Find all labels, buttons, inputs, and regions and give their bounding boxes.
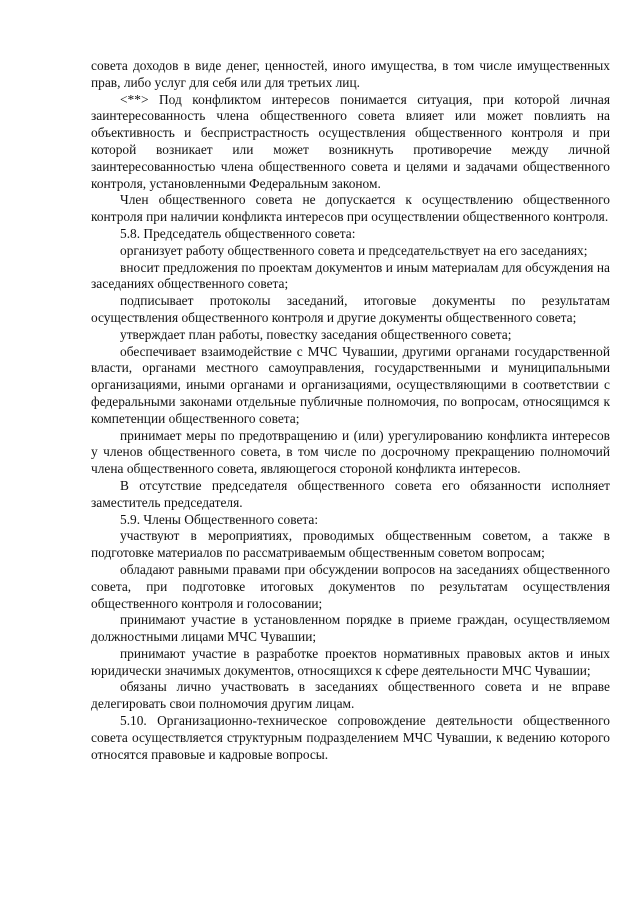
member-duty-item: принимают участие в установленном порядке в приеме граждан, осуществляемом должностными лицами МЧС Чувашии; — [91, 612, 610, 645]
paragraph-deputy-chairman: В отсутствие председателя общественного совета его обязанности исполняет заместитель председателя. — [91, 477, 610, 510]
chairman-duty-item: принимает меры по предотвращению и (или) урегулированию конфликта интересов у членов общественного совета, в том числе по досрочному прекращению полномочий члена общественного совета, являющегося стороной конфликта интересов. — [91, 427, 610, 477]
chairman-duty-item: обеспечивает взаимодействие с МЧС Чувашии, другими органами государственной власти, органами местного самоуправления, государственными и муниципальными организациями, иными органами и организациями, осуществляющими в соответствии с федеральными законами отдельные публичные полномочия, по вопросам, относящимся к компетенции общественного совета; — [91, 343, 610, 426]
member-duty-item: принимают участие в разработке проектов нормативных правовых актов и иных юридически значимых документов, относящихся к сфере деятельности МЧС Чувашии; — [91, 645, 610, 678]
paragraph-continuation: совета доходов в виде денег, ценностей, иного имущества, в том числе имущественных прав, либо услуг для себя или для третьих лиц. — [91, 58, 610, 90]
member-duty-item: обязаны лично участвовать в заседаниях общественного совета и не вправе делегировать свои полномочия другим лицам. — [91, 679, 610, 712]
document-page — [91, 58, 610, 763]
section-5-10-paragraph: 5.10. Организационно-техническое сопровождение деятельности общественного совета осуществляется структурным подразделением МЧС Чувашии, к ведению которого относятся правовые и кадровые вопросы. — [91, 713, 610, 762]
member-duty-item: обладают равными правами при обсуждении вопросов на заседаниях общественного совета, при подготовке итоговых документов по результатам осуществления общественного контроля и голосовании; — [91, 561, 610, 611]
chairman-duty-item: организует работу общественного совета и председательствует на его заседаниях; — [120, 242, 588, 258]
chairman-duty-item: утверждает план работы, повестку заседания общественного совета; — [120, 326, 512, 342]
chairman-duty-item: подписывает протоколы заседаний, итоговые документы по результатам осуществления общественного контроля и другие документы общественного совета; — [91, 293, 610, 325]
member-duty-item: участвуют в мероприятиях, проводимых общественным советом, а также в подготовке материалов по рассматриваемым общественным советом вопросам; — [91, 528, 610, 561]
chairman-duty-item: вносит предложения по проектам документов и иным материалам для обсуждения на заседаниях общественного совета; — [91, 259, 610, 292]
section-heading-5-9: 5.9. Члены Общественного совета: — [120, 511, 319, 527]
section-heading-5-8: 5.8. Председатель общественного совета: — [120, 225, 356, 241]
paragraph-footnote-conflict-definition: <**> Под конфликтом интересов понимается ситуация, при которой личная заинтересованность члена общественного совета влияет или может повлиять на объективность и беспристрастность осуществления общественного контроля и при которой возникает или может возникнуть противоречие между личной заинтересованностью члена общественного совета и целями и задачами общественного контроля, установленными Федеральным законом. — [91, 91, 610, 191]
paragraph-member-not-admitted: Член общественного совета не допускается к осуществлению общественного контроля при наличии конфликта интересов при осуществлении общественного контроля. — [91, 192, 610, 225]
